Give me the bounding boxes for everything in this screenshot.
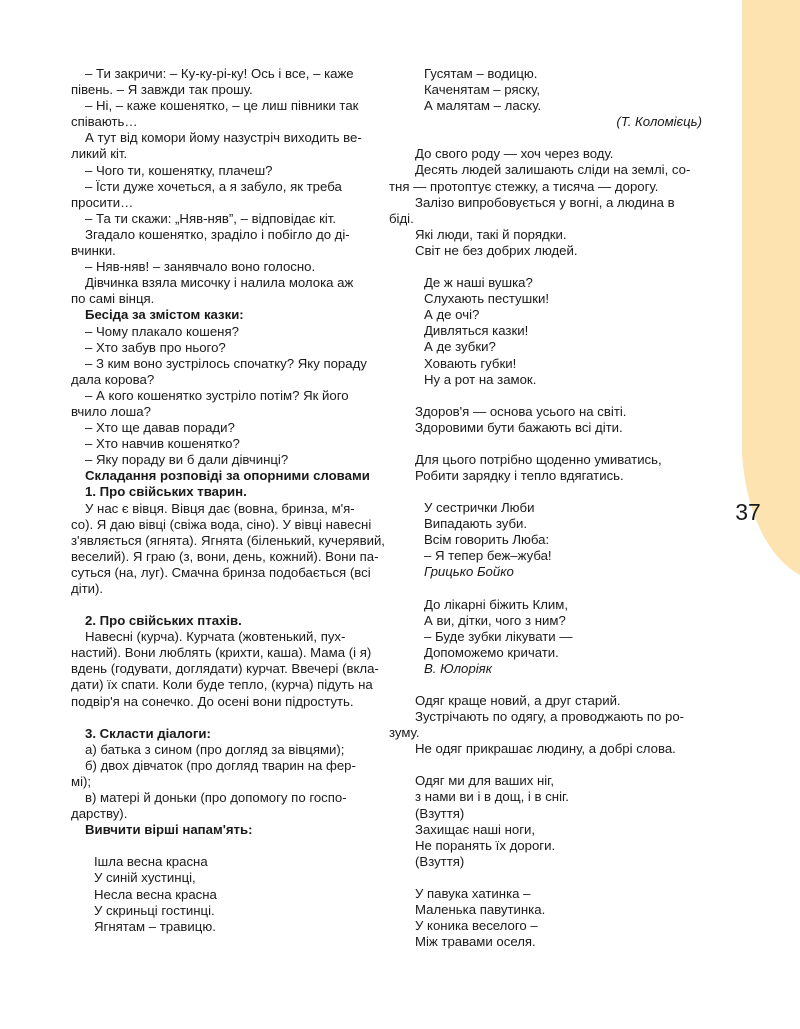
question-line: дала корова? <box>71 371 155 387</box>
text-line: мі); <box>71 773 92 789</box>
verse-line: Робити зарядку і тепло вдягатись. <box>415 467 624 483</box>
proverb-line: біді. <box>389 210 414 226</box>
proverb-line: Зустрічають по одягу, а проводжають по ро- <box>415 709 685 725</box>
verse-line: Каченятам – ряску, <box>424 82 541 98</box>
story-line: – Няв-няв! – занявчало воно голосно. <box>85 259 316 275</box>
story-line: просити… <box>71 194 134 210</box>
subsection-heading: 2. Про свійських птахів. <box>85 613 242 629</box>
verse-line: Здоровими бути бажають всі діти. <box>415 419 623 435</box>
question-line: – Хто забув про нього? <box>85 339 226 355</box>
text-line: в) матері й доньки (про допомогу по госпо- <box>85 790 347 806</box>
question-line: вчило лоша? <box>71 403 151 419</box>
question-line: – Хто навчив кошенятко? <box>85 436 240 452</box>
question-line: – Чому плакало кошеня? <box>85 323 239 339</box>
proverb-line: Залізо випробовується у вогні, а людина в <box>415 194 675 210</box>
story-line: – Їсти дуже хочеться, а я забуло, як треба <box>85 178 342 194</box>
verse-line: Всім говорить Люба: <box>424 532 550 548</box>
verse-line: Маленька павутинка. <box>415 902 546 918</box>
verse-line: У скриньці гостинці. <box>94 902 215 918</box>
section-heading: Бесіда за змістом казки: <box>85 307 244 323</box>
verse-line: У синій хустинці, <box>94 870 196 886</box>
riddle-answer: (Взуття) <box>415 853 465 869</box>
story-line: – Та ти скажи: „Няв-няв”, – відповідає кіт. <box>85 210 337 226</box>
verse-line: Здоров'я — основа усього на світі. <box>415 403 627 419</box>
left-column <box>71 66 385 935</box>
text-line: веселий). Я граю (з, вони, день, кожний). Вони па- <box>71 548 379 564</box>
proverb-line: Одяг краще новий, а друг старий. <box>415 693 621 708</box>
story-line: по самі вінця. <box>71 291 155 307</box>
page-number: 37 <box>735 499 761 525</box>
verse-line: Між травами оселя. <box>415 934 536 950</box>
verse-line: Ішла весна красна <box>94 854 208 870</box>
text-line: а) батька з сином (про догляд за вівцями); <box>85 741 345 757</box>
verse-line: А ви, дітки, чого з ним? <box>424 612 566 628</box>
text-line: Навесні (курча). Курчата (жовтенький, пух- <box>85 629 346 645</box>
story-line: ликий кіт. <box>71 146 128 162</box>
question-line: – З ким воно зустрілось спочатку? Яку пораду <box>85 355 367 371</box>
text-line: дати) їх спати. Коли буде тепло, (курча) підуть на <box>71 677 373 693</box>
proverb-line: Які люди, такі й порядки. <box>415 226 567 242</box>
text-line: вдень (годувати, доглядати) курчат. Ввечері (вкла- <box>71 661 379 677</box>
text-line: б) двох дівчаток (про догляд тварин на фер- <box>85 757 356 773</box>
poem-author: (Т. Коломієць) <box>616 114 702 130</box>
story-line: співають… <box>71 114 138 130</box>
verse-line: – Буде зубки лікувати — <box>424 628 573 644</box>
story-line: – Ти закричи: – Ку-ку-рі-ку! Ось і все, – каже <box>85 66 354 81</box>
story-line: вчинки. <box>71 243 116 259</box>
story-line: Згадало кошенятко, зраділо і побігло до ді- <box>85 226 350 242</box>
proverb-line: тня — протоптує стежку, а тисяча — дорогу. <box>389 178 659 194</box>
riddle-line: Не поранять їх дороги. <box>415 837 556 853</box>
proverb-line: Десять людей залишають сліди на землі, со- <box>415 162 691 178</box>
proverb-line: Світ не без добрих людей. <box>415 242 578 258</box>
text-line: со). Я даю вівці (свіжа вода, сіно). У вівці навесні <box>71 516 372 532</box>
riddle-line: з нами ви і в дощ, і в сніг. <box>415 789 569 805</box>
text-line: настий). Вони люблять (крихти, каша). Мама (і я) <box>71 645 372 661</box>
riddle-line: Одяг ми для ваших ніг, <box>415 773 555 789</box>
verse-line: Ховають губки! <box>424 355 517 371</box>
story-line: – Ні, – каже кошенятко, – це лиш півники так <box>85 98 359 114</box>
verse-line: Допоможемо кричати. <box>424 644 559 660</box>
verse-line: У сестрички Люби <box>424 500 535 516</box>
section-heading: Складання розповіді за опорними словами <box>85 468 370 484</box>
story-line: півень. – Я завжди так прошу. <box>71 82 253 98</box>
story-line: – Чого ти, кошенятку, плачеш? <box>85 162 273 178</box>
question-line: – А кого кошенятко зустріло потім? Як його <box>85 387 349 403</box>
verse-line: У павука хатинка – <box>415 885 531 901</box>
text-line: суться (на, луг). Смачна бринза подобається (всі <box>71 564 371 580</box>
verse-line: Слухають пестушки! <box>424 291 549 307</box>
verse-line: – Я тепер беж–жуба! <box>424 548 552 564</box>
riddle-answer: (Взуття) <box>415 805 465 821</box>
poem-author: Грицько Бойко <box>424 564 514 580</box>
story-line: Дівчинка взяла мисочку і налила молока аж <box>85 275 354 291</box>
question-line: – Яку пораду ви б дали дівчинці? <box>85 452 289 468</box>
subsection-heading: 1. Про свійських тварин. <box>85 484 247 500</box>
verse-line: У коника веселого – <box>415 918 538 934</box>
verse-line: Випадають зуби. <box>424 516 528 532</box>
text-line: з'являється (ягнята). Ягнята (біленький, кучерявий, <box>71 532 385 548</box>
verse-line: А де очі? <box>424 307 480 323</box>
verse-line: Гусятам – водицю. <box>424 66 538 81</box>
story-line: А тут від комори йому назустріч виходить ве- <box>85 130 362 146</box>
poem-author: В. Юлоріяк <box>424 660 492 676</box>
right-column <box>389 66 702 950</box>
text-line: подвір'я на сонечко. До осені вони підростуть. <box>71 693 354 709</box>
text-line: У нас є вівця. Вівця дає (вовна, бринза, м'я- <box>85 500 355 516</box>
verse-line: Ну а рот на замок. <box>424 371 537 387</box>
verse-line: До лікарні біжить Клим, <box>424 596 569 612</box>
verse-line: Ягнятам – травицю. <box>94 918 216 934</box>
verse-line: Несла весна красна <box>94 886 217 902</box>
verse-line: Дивляться казки! <box>424 323 529 339</box>
proverb-line: До свого роду — хоч через воду. <box>415 146 614 162</box>
verse-line: Де ж наші вушка? <box>424 275 533 291</box>
verse-line: А де зубки? <box>424 339 496 355</box>
question-line: – Хто ще давав поради? <box>85 420 235 436</box>
section-heading: Вивчити вірші напам'ять: <box>85 822 253 838</box>
subsection-heading: 3. Скласти діалоги: <box>85 725 211 741</box>
verse-line: Для цього потрібно щоденно умиватись, <box>415 451 662 467</box>
riddle-line: Захищає наші ноги, <box>415 821 536 837</box>
verse-line: А малятам – ласку. <box>424 98 542 114</box>
proverb-line: Не одяг прикрашає людину, а добрі слова. <box>415 741 676 757</box>
proverb-line: зуму. <box>389 725 420 741</box>
text-line: діти). <box>71 581 104 596</box>
text-line: дарству). <box>71 806 128 822</box>
